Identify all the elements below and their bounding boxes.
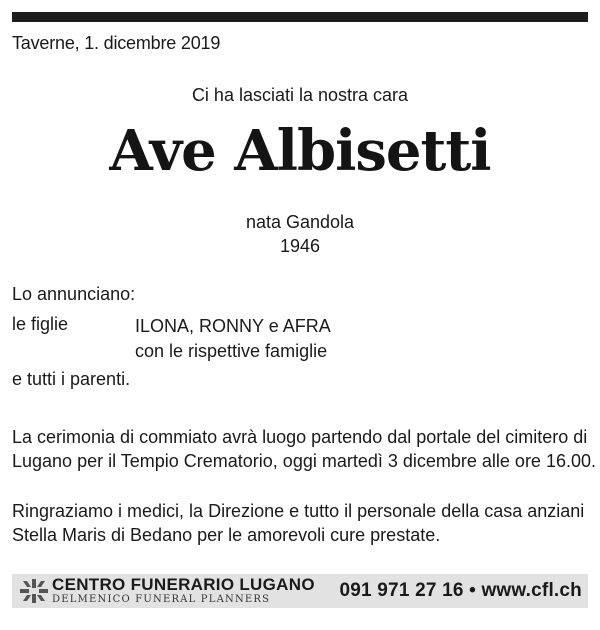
relatives-closing: e tutti i parenti. [12,369,131,389]
birth-info [0,210,600,258]
brand-subtitle: DELMENICO FUNERAL PLANNERS [52,594,271,605]
phone-number: 091 971 27 16 [339,580,464,601]
maiden-name: nata Gandola [245,212,355,232]
ceremony-paragraph: La cerimonia di commiato avrà luogo partendo dal portale del cimitero di Lugano per il Tempio Crematorio, oggi martedì 3 dicembre alle ore 16.00. [12,427,596,471]
relation-names [135,314,331,364]
relation-name-line: ILONA, RONNY e AFRA [135,316,331,336]
thanks-paragraph: Ringraziamo i medici, la Direzione e tutto il personale della casa anziani Stella Maris di Bedano per le amorevoli cure prestate. [12,501,585,545]
deceased-name: Ave Albisetti [109,118,491,184]
intro-line: Ci ha lasciati la nostra cara [191,85,409,105]
brand-name: CENTRO FUNERARIO LUGANO [52,575,315,594]
contact-info [340,580,582,602]
birth-year: 1946 [279,236,321,256]
separator-dot: • [469,580,476,601]
brand-block [52,576,315,606]
website-link[interactable]: www.cfl.ch [481,580,582,601]
relation-label: le figlie [12,314,69,334]
top-rule [12,12,588,22]
relation-name-line: con le rispettive famiglie [135,341,328,361]
funeral-logo-icon [20,579,48,603]
place-date: Taverne, 1. dicembre 2019 [12,33,221,53]
announce-heading: Lo annunciano: [12,284,136,304]
footer-banner [12,574,588,608]
